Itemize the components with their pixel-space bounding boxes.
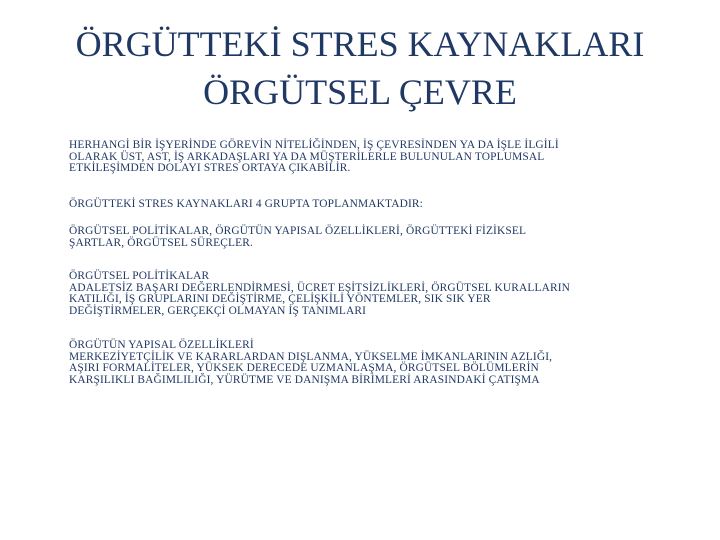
text-line: ŞARTLAR, ÖRGÜTSEL SÜREÇLER.	[69, 236, 253, 249]
slide-title-line-1: ÖRGÜTTEKİ STRES KAYNAKLARI	[75, 24, 645, 64]
paragraph-organizational-policies	[69, 271, 679, 317]
text-line: KATILIĞI, İŞ GRUPLARINI DEĞİŞTİRME, ÇELİŞKİLİ YÖNTEMLER, SIK SIK YER	[69, 293, 491, 305]
paragraph-structural-features	[69, 340, 679, 386]
text-line: DEĞİŞTİRMELER, GERÇEKÇİ OLMAYAN İŞ TANIMLARI	[69, 304, 367, 317]
section-heading: ÖRGÜTÜN YAPISAL ÖZELLİKLERİ	[69, 339, 254, 351]
section-heading: ÖRGÜTSEL POLİTİKALAR	[69, 270, 210, 282]
text-line: ETKİLEŞİMDEN DOLAYI STRES ORTAYA ÇIKABİLİR.	[69, 162, 351, 174]
paragraph-four-groups	[69, 199, 679, 211]
slide-title-line-2: ÖRGÜTSEL ÇEVRE	[203, 72, 517, 112]
text-line: MERKEZİYETÇİLİK VE KARARLARDAN DIŞLANMA, YÜKSELME İMKANLARININ AZLIĞI,	[69, 350, 553, 363]
text-line: ÖRGÜTSEL POLİTİKALAR, ÖRGÜTÜN YAPISAL ÖZELLİKLERİ, ÖRGÜTTEKİ FİZİKSEL	[69, 225, 527, 237]
text-line: OLARAK ÜST, AST, İŞ ARKADAŞLARI YA DA MÜŞTERİLERLE BULUNULAN TOPLUMSAL	[69, 150, 545, 163]
paragraph-group-list	[69, 226, 679, 249]
text-line: KARŞILIKLI BAĞIMLILIĞI, YÜRÜTME VE DANIŞMA BİRİMLERİ ARASINDAKİ ÇATIŞMA	[69, 373, 540, 386]
text-line: ADALETSİZ BAŞARI DEĞERLENDİRMESİ, ÜCRET EŞİTSİZLİKLERİ, ÖRGÜTSEL KURALLARIN	[69, 281, 571, 294]
text-line: AŞIRI FORMALİTELER, YÜKSEK DERECEDE UZMANLAŞMA, ÖRGÜTSEL BÖLÜMLERİN	[69, 362, 539, 374]
text-line: HERHANGİ BİR İŞYERİNDE GÖREVİN NİTELİĞİNDEN, İŞ ÇEVRESİNDEN YA DA İŞLE İLGİLİ	[69, 139, 559, 151]
paragraph-stress-definition	[69, 140, 679, 175]
slide-title	[0, 20, 720, 116]
slide-body	[69, 140, 679, 386]
text-line: ÖRGÜTTEKİ STRES KAYNAKLARI 4 GRUPTA TOPLANMAKTADIR:	[69, 197, 423, 210]
